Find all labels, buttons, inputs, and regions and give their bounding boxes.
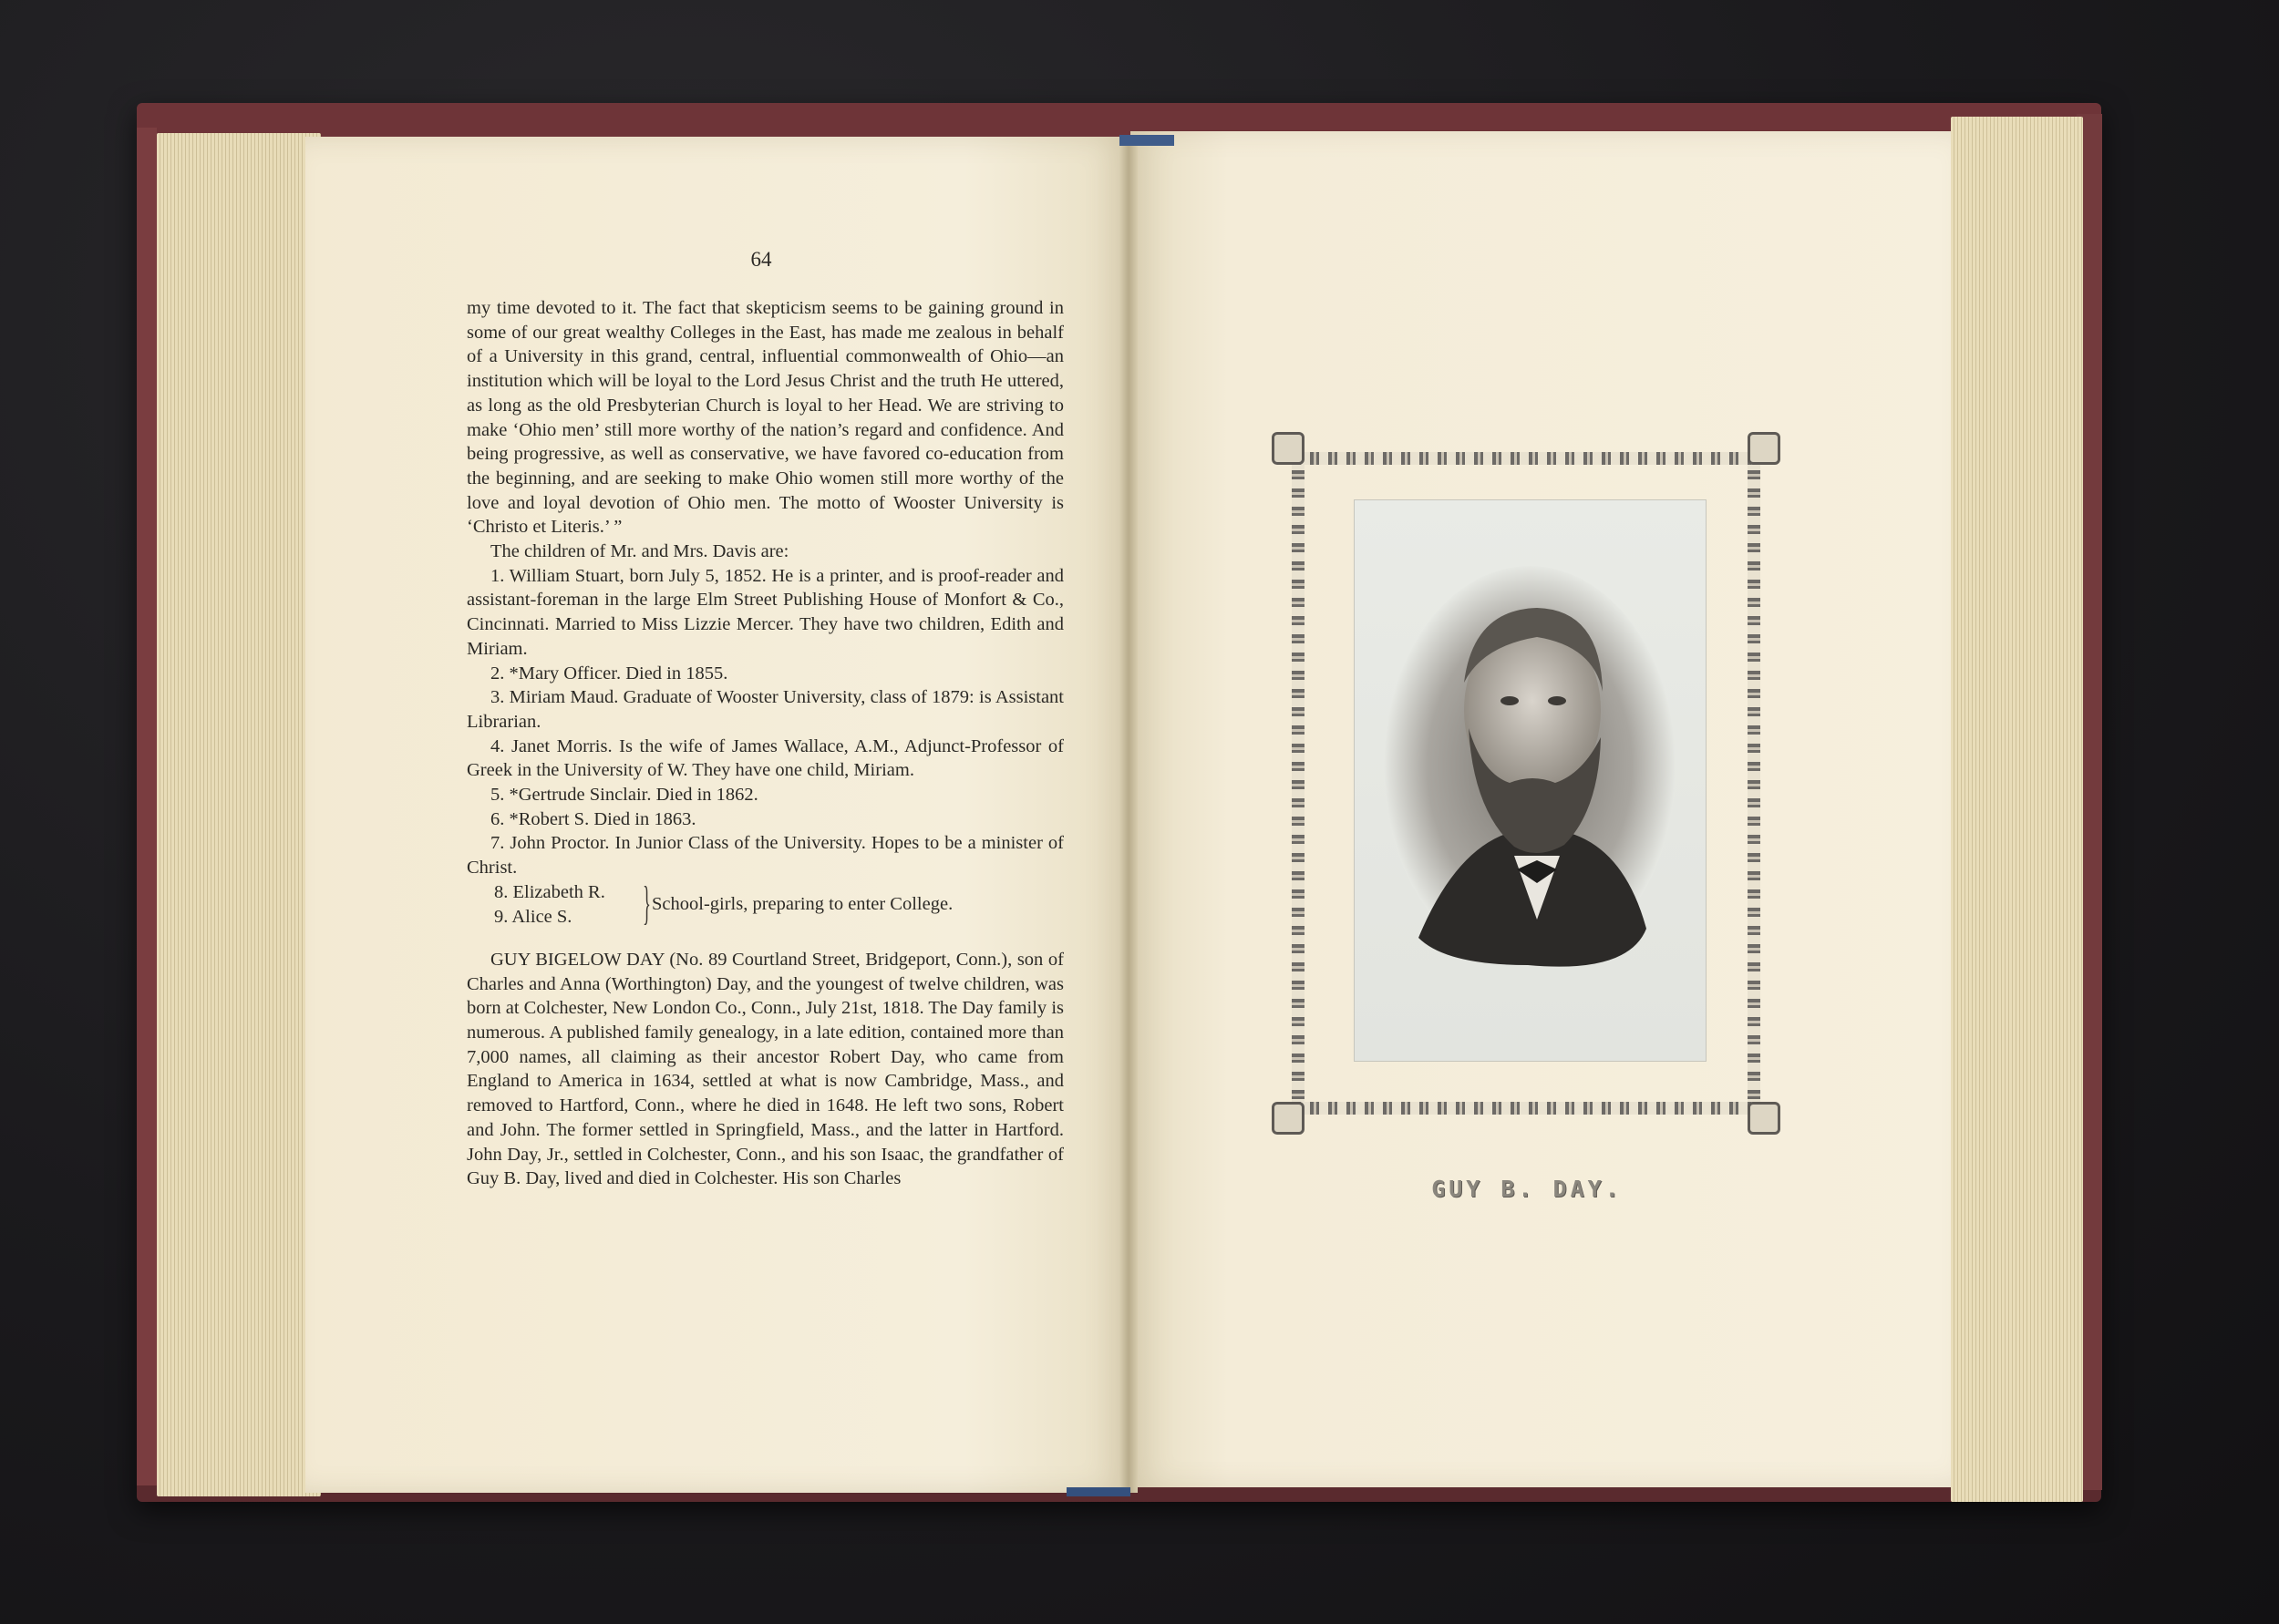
guy-day-paragraph: GUY BIGELOW DAY (No. 89 Courtland Street, Bridgeport, Conn.), son of Charles and Anna (Worthington) Day, and the youngest of twelve children, was born at Colchester, New London Co., Conn., July 21st, 1818. The Day family is numerous. A published family genealogy, in a late edition, contained more than 7,000 names, all claiming as their ancestor Robert Day, who came from England to America in 1634, settled at what is now Cambridge, Mass., and removed to Hartford, Conn., where he died in 1648. He left two sons, Robert and John. The former settled in Springfield, Mass., and the latter in Hartford. John Day, Jr., settled in Colchester, Conn., and his son Isaac, the grandfather of Guy B. Day, lived and died in Colchester. His son Charles [467,949,1064,1189]
text-para-2: 1. William Stuart, born July 5, 1852. He is a printer, and is proof-reader and assistant-foreman in the large Elm Street Publishing House of Monfort & Co., Cincinnati. Married to Miss Lizzie Mercer. They have two children, Edith and Miriam. [467,565,1064,659]
eye-left [1500,696,1519,705]
frame-corner-tr [1748,432,1780,465]
spine-ribbon-top [1119,135,1174,146]
page-stack-left [157,133,321,1496]
curly-brace: } [643,877,651,930]
section-gap [467,930,1064,948]
spine-ribbon-bottom [1067,1487,1130,1496]
text-para-8: 7. John Proctor. In Junior Class of the University. Hopes to be a minister of Christ. [467,833,1064,879]
frame-corner-br [1748,1102,1780,1135]
portrait-frame [1279,439,1773,1127]
text-para-4: 3. Miriam Maud. Graduate of Wooster University, class of 1879: is Assistant Librarian. [467,687,1064,732]
frame-corner-bl [1272,1102,1304,1135]
page-stack-right [1951,117,2083,1502]
portrait-caption: GUY B. DAY. [1431,1176,1623,1202]
text-para-5: 4. Janet Morris. Is the wife of James Wallace, A.M., Adjunct-Professor of Greek in the University of W. They have one child, Miriam. [467,735,1064,781]
text-para-7: 6. *Robert S. Died in 1863. [490,808,696,829]
page-number: 64 [750,248,772,271]
brace-name-2: 9. Alice S. [494,906,572,927]
brace-names [494,880,605,929]
brace-note: School-girls, preparing to enter College. [652,893,954,914]
portrait-photo [1355,500,1706,1061]
portrait-svg [1355,500,1706,1061]
text-para-3: 2. *Mary Officer. Died in 1855. [490,663,728,684]
text-para-0: my time devoted to it. The fact that skepticism seems to be gaining ground in some of our great wealthy Colleges in the East, has made me zealous in behalf of a University in this grand, central, influential commonwealth of Ohio—an institution which will be loyal to the Lord Jesus Christ and the truth He uttered, as long as the old Presbyterian Church is loyal to her Head. We are striving to make ‘Ohio men’ still more worthy of the nation’s regard and confidence. And being progressive, as well as conservative, we have favored co-education from the beginning, and are seeking to make Ohio women still more worthy of the love and loyal devotion of Ohio men. The motto of Wooster University is ‘Christo et Literis.’ ” [467,298,1064,538]
text-para-1: The children of Mr. and Mrs. Davis are: [490,541,789,562]
eye-right [1548,696,1566,705]
frame-corner-tl [1272,432,1304,465]
cover-edge-left [137,128,157,1485]
brace-name-1: 8. Elizabeth R. [494,881,605,902]
book-gutter [1119,137,1138,1493]
left-page-text [467,296,1064,1191]
text-para-6: 5. *Gertrude Sinclair. Died in 1862. [490,785,758,806]
brace-list [467,877,1064,930]
